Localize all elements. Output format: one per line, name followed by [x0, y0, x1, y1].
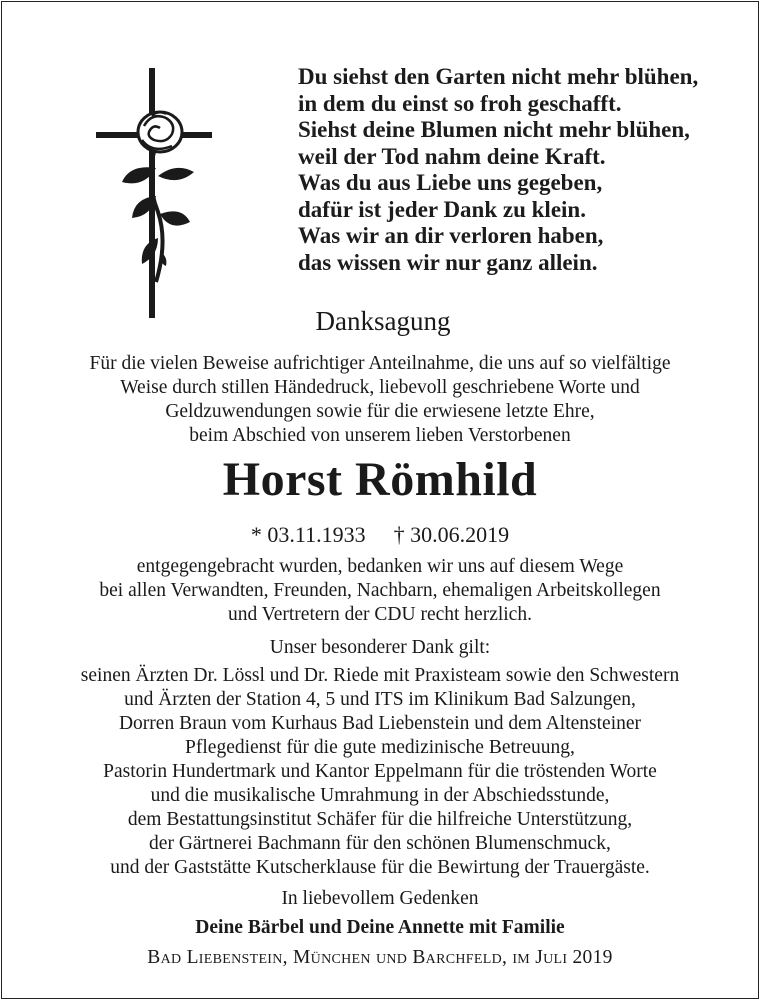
poem-line: Du siehst den Garten nicht mehr blühen, [298, 64, 699, 89]
thanks-line: und Vertretern der CDU recht herzlich. [228, 604, 532, 625]
intro-line: Geldzuwendungen sowie für die erwiesene letzte Ehre, [165, 401, 595, 422]
intro-line: Weise durch stillen Händedruck, liebevoll geschriebene Worte und [120, 377, 640, 398]
place-and-date: Bad Liebenstein, München und Barchfeld, im Juli 2019 [147, 947, 613, 968]
special-thanks-line: dem Bestattungsinstitut Schäfer für die hilfreiche Unterstützung, [127, 809, 633, 830]
special-thanks-line: und die musikalische Umrahmung in der Abschiedsstunde, [150, 785, 610, 806]
signature: Deine Bärbel und Deine Annette mit Familie [195, 917, 565, 938]
poem-line: Was wir an dir verloren haben, [298, 223, 604, 248]
intro-line: Für die vielen Beweise aufrichtiger Anteilnahme, die uns auf so vielfältige [89, 353, 671, 374]
poem-line: dafür ist jeder Dank zu klein. [298, 196, 586, 222]
memory-line: In liebevollem Gedenken [281, 888, 479, 909]
poem-line: in dem du einst so froh geschafft. [298, 90, 622, 116]
poem-line: weil der Tod nahm deine Kraft. [298, 143, 606, 169]
deceased-name: Horst Römhild [222, 453, 538, 506]
special-thanks-line: und Ärzten der Station 4, 5 und ITS im Klinikum Bad Salzungen, [124, 689, 636, 710]
poem-line: Was du aus Liebe uns gegeben, [298, 170, 603, 195]
heading-text: Danksagung [315, 306, 451, 336]
special-thanks-line: der Gärtnerei Bachmann für den schönen Blumenschmuck, [149, 833, 611, 854]
special-thanks-line: Pastorin Hundertmark und Kantor Eppelmann für die tröstenden Worte [103, 761, 657, 782]
special-thanks-list [2, 664, 758, 880]
poem-line: das wissen wir nur ganz allein. [298, 249, 598, 275]
obituary-notice [1, 1, 759, 999]
poem-line: Siehst deine Blumen nicht mehr blühen, [298, 117, 690, 142]
intro-line: beim Abschied von unserem lieben Verstorbenen [189, 425, 571, 446]
thanks-line: bei allen Verwandten, Freunden, Nachbarn, ehemaligen Arbeitskollegen [99, 580, 661, 601]
death-date: † 30.06.2019 [393, 522, 510, 547]
special-thanks-title: Unser besonderer Dank gilt: [269, 637, 491, 658]
special-thanks-line: Dorren Braun vom Kurhaus Bad Liebenstein und dem Altensteiner [118, 713, 642, 734]
thanks-text [2, 555, 758, 627]
heading [2, 306, 758, 337]
intro-text [2, 352, 758, 448]
birth-date: * 03.11.1933 [250, 522, 366, 547]
thanks-line: entgegengebracht wurden, bedanken wir uns auf diesem Wege [136, 556, 624, 577]
special-thanks-line: und der Gaststätte Kutscherklause für die Bewirtung der Trauergäste. [110, 857, 650, 878]
special-thanks-line: seinen Ärzten Dr. Lössl und Dr. Riede mit Praxisteam sowie den Schwestern [80, 665, 680, 686]
special-thanks-line: Pflegedienst für die gute medizinische Betreuung, [185, 737, 575, 758]
life-dates [2, 522, 758, 548]
poem [298, 64, 748, 276]
cross-with-rose-icon [94, 68, 214, 318]
